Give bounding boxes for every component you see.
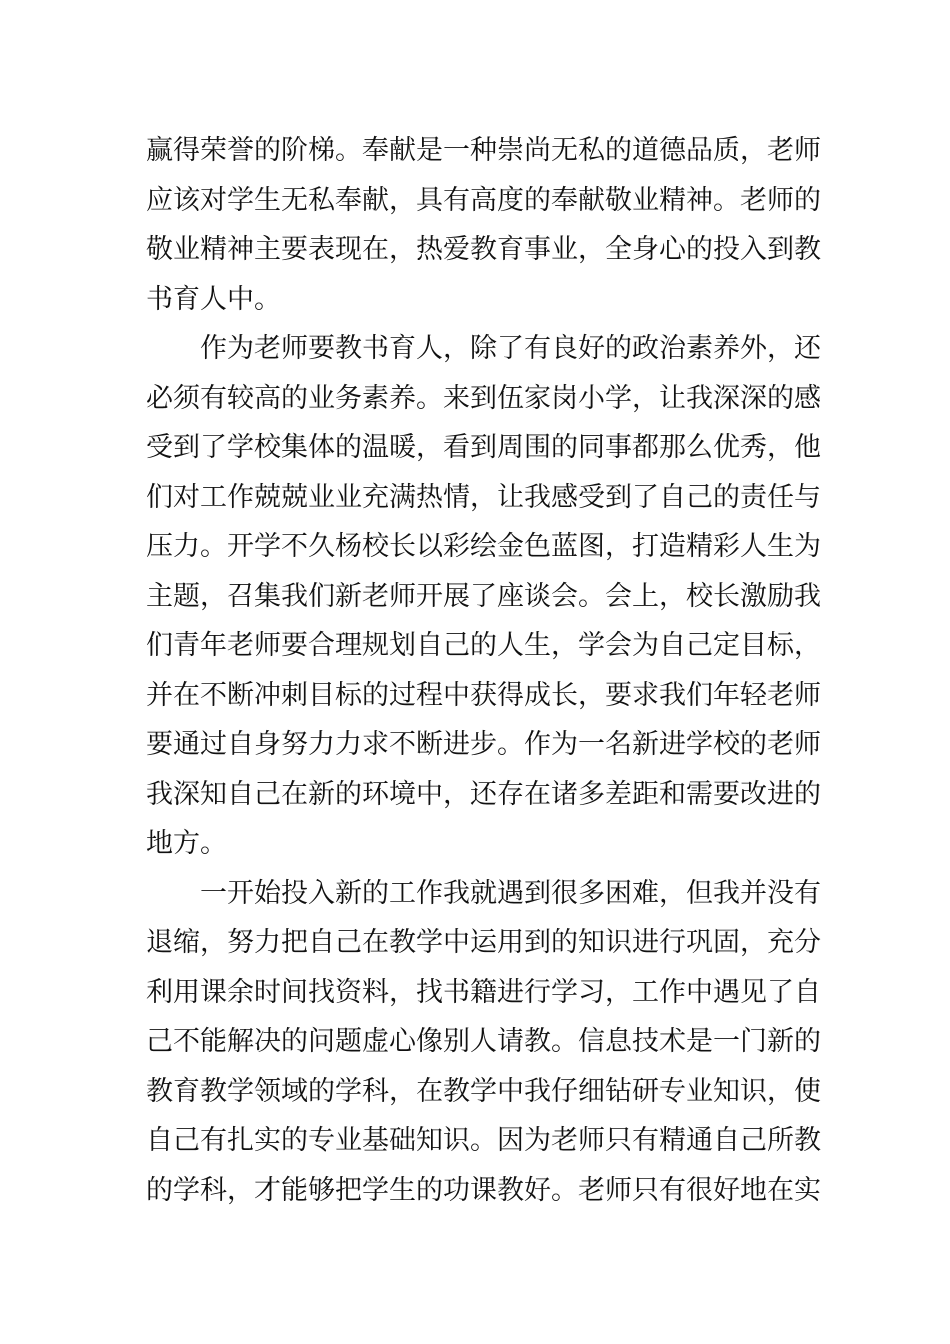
text-line: 敬业精神主要表现在，热爱教育事业，全身心的投入到教 bbox=[146, 234, 821, 265]
text-line: 我深知自己在新的环境中，还存在诸多差距和需要改进的 bbox=[146, 778, 821, 810]
text-line: 赢得荣誉的阶梯。奉献是一种崇尚无私的道德品质，老师 bbox=[146, 135, 821, 166]
text-line: 们对工作兢兢业业充满热情，让我感受到了自己的责任与 bbox=[146, 481, 821, 513]
text-line: 压力。开学不久杨校长以彩绘金色蓝图，打造精彩人生为 bbox=[146, 531, 821, 562]
text-line: 书育人中。 bbox=[146, 283, 281, 315]
text-line: 们青年老师要合理规划自己的人生，学会为自己定目标， bbox=[146, 630, 821, 661]
text-line: 必须有较高的业务素养。来到伍家岗小学，让我深深的感 bbox=[146, 382, 821, 414]
text-line: 一开始投入新的工作我就遇到很多困难，但我并没有 bbox=[200, 877, 821, 909]
paragraph-2 bbox=[146, 324, 821, 869]
body-text bbox=[146, 126, 821, 1215]
text-line: 主题，召集我们新老师开展了座谈会。会上，校长激励我 bbox=[146, 580, 821, 612]
text-line: 己不能解决的问题虚心像别人请教。信息技术是一门新的 bbox=[146, 1026, 821, 1057]
text-line: 教育教学领域的学科，在教学中我仔细钻研专业知识，使 bbox=[146, 1075, 821, 1107]
text-line: 要通过自身努力力求不断进步。作为一名新进学校的老师 bbox=[146, 729, 821, 760]
text-line: 并在不断冲刺目标的过程中获得成长，要求我们年轻老师 bbox=[146, 679, 821, 711]
text-line: 地方。 bbox=[146, 828, 227, 859]
text-line: 利用课余时间找资料，找书籍进行学习，工作中遇见了自 bbox=[146, 976, 821, 1008]
paragraph-3 bbox=[146, 869, 821, 1216]
text-line: 受到了学校集体的温暖，看到周围的同事都那么优秀，他 bbox=[146, 432, 821, 463]
text-line: 作为老师要教书育人，除了有良好的政治素养外，还 bbox=[200, 333, 821, 364]
paragraph-1 bbox=[146, 126, 821, 324]
text-line: 退缩，努力把自己在教学中运用到的知识进行巩固，充分 bbox=[146, 927, 821, 958]
text-line: 的学科，才能够把学生的功课教好。老师只有很好地在实 bbox=[146, 1174, 821, 1206]
text-line: 应该对学生无私奉献，具有高度的奉献敬业精神。老师的 bbox=[146, 184, 821, 216]
text-line: 自己有扎实的专业基础知识。因为老师只有精通自己所教 bbox=[146, 1125, 821, 1156]
